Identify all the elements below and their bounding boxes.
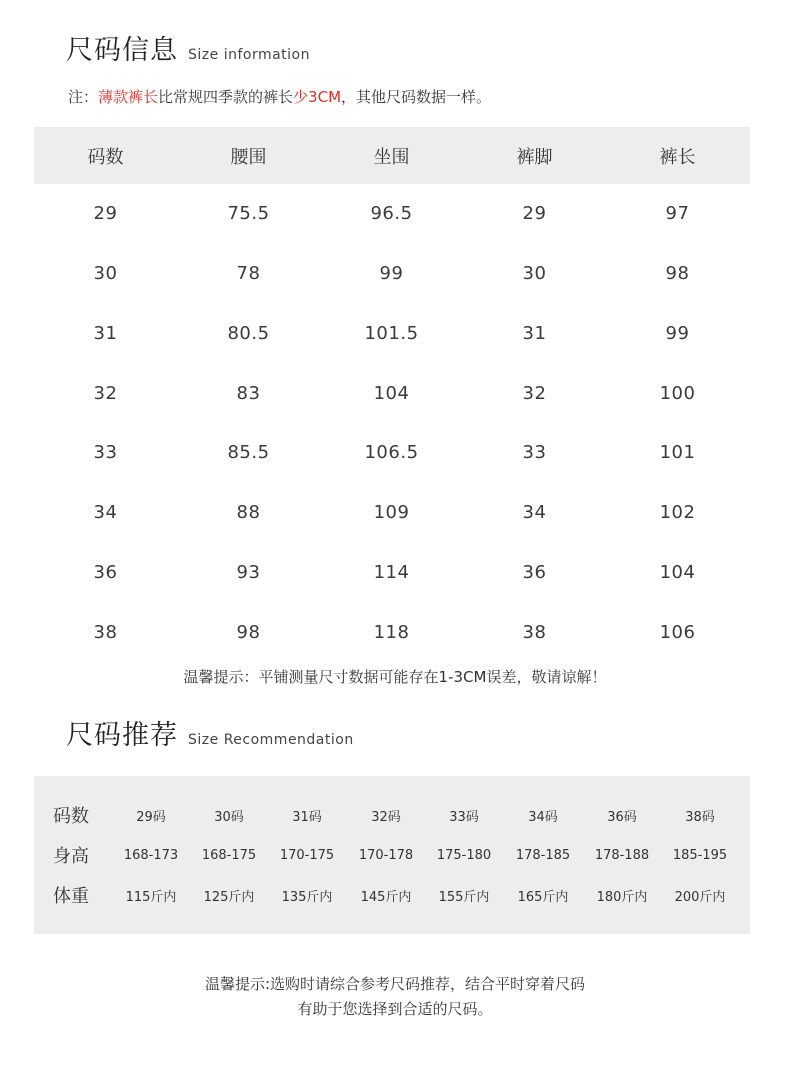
cell-leg-opening: 38	[522, 621, 547, 643]
rec-label-height: 身高	[53, 846, 89, 867]
rec-value: 175-180	[436, 847, 492, 863]
cell-hip: 109	[373, 502, 410, 524]
measurement-tip: 温馨提示：平铺测量尺寸数据可能存在1-3CM误差，敬请谅解！	[183, 668, 607, 686]
cell-waist: 88	[236, 502, 261, 524]
cell-length: 104	[659, 561, 696, 583]
rec-value: 185-195	[672, 847, 728, 863]
cell-hip: 96.5	[370, 203, 413, 225]
recommendation-tip-line1: 温馨提示:选购时请综合参考尺码推荐，结合平时穿着尺码	[204, 975, 586, 993]
cell-size: 31	[93, 322, 118, 344]
cell-hip: 104	[373, 382, 410, 404]
rec-value: 170-175	[279, 847, 335, 863]
cell-hip: 114	[373, 561, 410, 583]
cell-size: 30	[93, 263, 118, 285]
rec-value: 31码	[292, 809, 322, 825]
cell-hip: 118	[373, 621, 410, 643]
header-waist: 腰围	[230, 146, 267, 168]
cell-leg-opening: 34	[522, 502, 547, 524]
cell-leg-opening: 32	[522, 382, 547, 404]
cell-length: 98	[665, 263, 690, 285]
rec-value: 30码	[214, 809, 244, 825]
header-size: 码数	[87, 146, 124, 168]
cell-hip: 106.5	[364, 442, 419, 464]
rec-value: 178-185	[515, 847, 571, 863]
rec-value: 170-178	[358, 847, 414, 863]
cell-waist: 93	[236, 561, 261, 583]
rec-value: 168-173	[123, 847, 179, 863]
table-row	[34, 244, 750, 304]
cell-length: 102	[659, 502, 696, 524]
rec-value: 115斤内	[125, 889, 177, 905]
cell-size: 33	[93, 442, 118, 464]
cell-waist: 78	[236, 263, 261, 285]
rec-value: 178-188	[594, 847, 650, 863]
table-row	[34, 184, 750, 244]
size-table-header	[34, 127, 750, 184]
cell-hip: 99	[379, 263, 404, 285]
cell-leg-opening: 30	[522, 263, 547, 285]
rec-value: 38码	[685, 809, 715, 825]
rec-row-size	[34, 795, 750, 835]
rec-value: 200斤内	[674, 889, 726, 905]
cell-leg-opening: 36	[522, 561, 547, 583]
cell-size: 34	[93, 502, 118, 524]
rec-value: 180斤内	[596, 889, 648, 905]
rec-value: 29码	[136, 809, 166, 825]
cell-waist: 98	[236, 621, 261, 643]
rec-value: 145斤内	[360, 889, 412, 905]
table-row	[34, 543, 750, 603]
cell-leg-opening: 33	[522, 442, 547, 464]
rec-value: 36码	[607, 809, 637, 825]
rec-value: 34码	[528, 809, 558, 825]
size-info-title-en: Size information	[188, 47, 310, 63]
cell-length: 101	[659, 442, 696, 464]
header-hip: 坐围	[373, 146, 410, 168]
cell-length: 106	[659, 621, 696, 643]
size-recommendation-title-zh: 尺码推荐	[66, 720, 178, 751]
size-recommendation-title-en: Size Recommendation	[188, 732, 354, 748]
rec-value: 125斤内	[203, 889, 255, 905]
table-row	[34, 363, 750, 423]
size-info-title	[66, 28, 310, 67]
size-info-title-zh: 尺码信息	[66, 35, 178, 66]
rec-label-size: 码数	[53, 806, 89, 827]
header-length: 裤长	[659, 146, 696, 168]
cell-size: 38	[93, 621, 118, 643]
cell-length: 100	[659, 382, 696, 404]
cell-hip: 101.5	[364, 322, 419, 344]
cell-waist: 80.5	[227, 322, 270, 344]
rec-label-weight: 体重	[53, 886, 89, 907]
cell-leg-opening: 29	[522, 203, 547, 225]
size-recommendation-title	[66, 713, 354, 752]
cell-waist: 83	[236, 382, 261, 404]
cell-waist: 75.5	[227, 203, 270, 225]
note-prefix: 注：	[68, 88, 99, 106]
size-note	[68, 86, 491, 107]
recommendation-table	[34, 776, 750, 934]
note-suffix: ，其他尺码数据一样。	[341, 88, 492, 106]
cell-size: 29	[93, 203, 118, 225]
cell-size: 36	[93, 561, 118, 583]
table-row	[34, 483, 750, 543]
cell-length: 97	[665, 203, 690, 225]
rec-value: 168-175	[201, 847, 257, 863]
cell-length: 99	[665, 322, 690, 344]
rec-value: 165斤内	[517, 889, 569, 905]
note-highlight-less: 少3CM	[293, 88, 342, 106]
table-row	[34, 304, 750, 364]
rec-value: 155斤内	[438, 889, 490, 905]
table-row	[34, 423, 750, 483]
rec-value: 33码	[449, 809, 479, 825]
note-middle: 比常规四季款的裤长	[158, 88, 294, 106]
rec-row-weight	[34, 875, 750, 915]
cell-waist: 85.5	[227, 442, 270, 464]
recommendation-tip-line2: 有助于您选择到合适的尺码。	[297, 1000, 493, 1018]
cell-size: 32	[93, 382, 118, 404]
header-leg-opening: 裤脚	[516, 146, 553, 168]
recommendation-tip	[0, 972, 790, 1022]
rec-row-height	[34, 835, 750, 875]
table-row	[34, 602, 750, 662]
cell-leg-opening: 31	[522, 322, 547, 344]
size-table	[34, 127, 750, 662]
rec-value: 135斤内	[281, 889, 333, 905]
rec-value: 32码	[371, 809, 401, 825]
note-highlight-thin-length: 薄款裤长	[98, 88, 159, 106]
